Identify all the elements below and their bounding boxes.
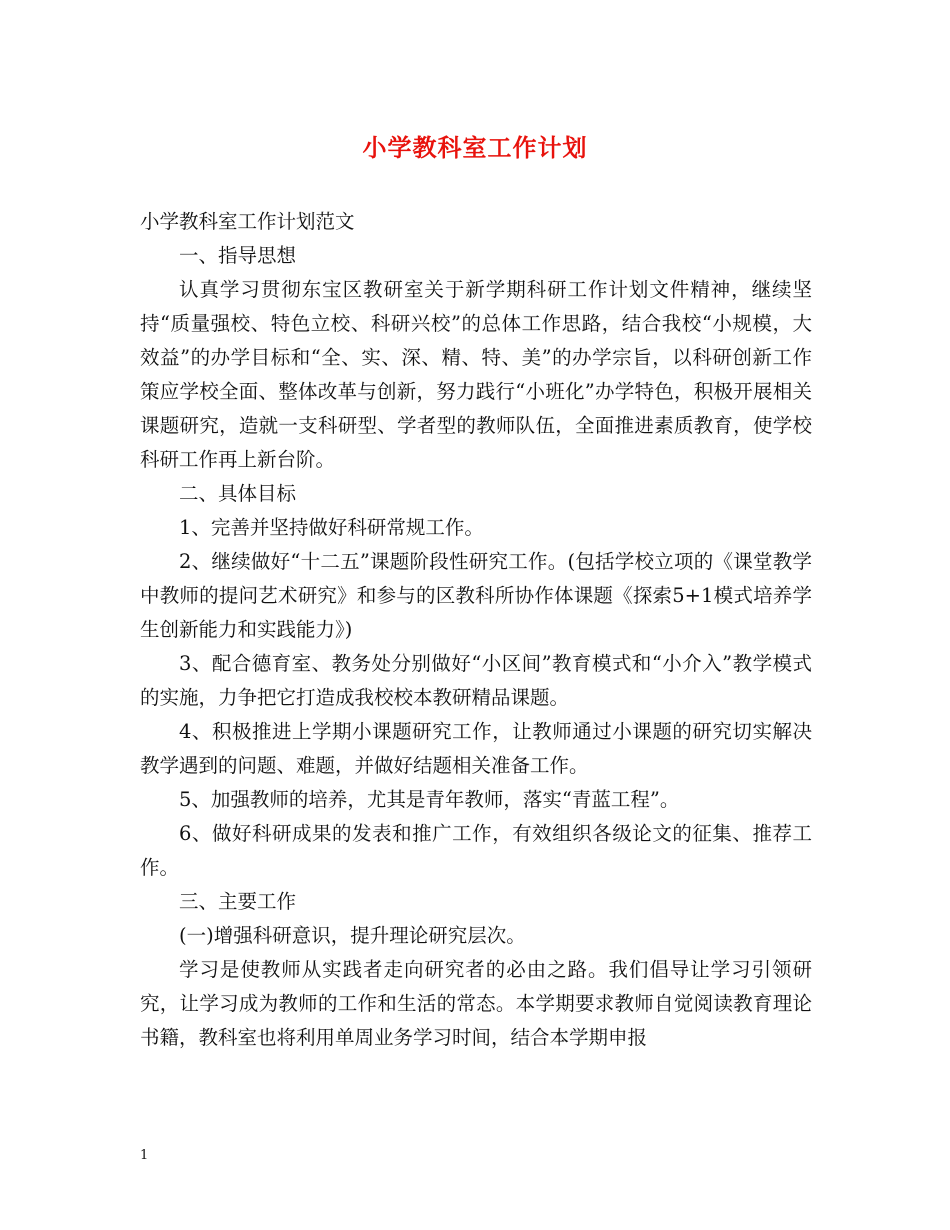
- body-paragraph: 认真学习贯彻东宝区教研室关于新学期科研工作计划文件精神，继续坚持“质量强校、特色立校、科研兴校”的总体工作思路，结合我校“小规模，大效益”的办学目标和“全、实、深、精、特、美”的办学宗旨，以科研创新工作策应学校全面、整体改革与创新，努力践行“小班化”办学特色，积极开展相关课题研究，造就一支科研型、学者型的教师队伍，全面推进素质教育，使学校科研工作再上新台阶。: [140, 278, 812, 471]
- goal-item-4: 4、积极推进上学期小课题研究工作，让教师通过小课题的研究切实解决教学遇到的问题、难题，并做好结题相关准备工作。: [140, 720, 812, 777]
- goal-item-2: 2、继续做好“十二五”课题阶段性研究工作。(包括学校立项的《课堂教学中教师的提问艺术研究》和参与的区教科所协作体课题《探索5+1模式培养学生创新能力和实践能力》): [140, 550, 812, 641]
- goal-item-3: 3、配合德育室、教务处分别做好“小区间”教育模式和“小介入”教学模式的实施，力争把它打造成我校校本教研精品课题。: [140, 652, 812, 709]
- section-heading-main-work: 三、主要工作: [179, 890, 297, 913]
- document-body: [140, 205, 812, 1055]
- section-heading-specific-goals: 二、具体目标: [179, 482, 297, 505]
- section-heading-guiding-thought: 一、指导思想: [179, 244, 297, 267]
- page-number: 1: [140, 1148, 149, 1163]
- subtitle-paragraph: 小学教科室工作计划范文: [140, 210, 355, 233]
- document-title: 小学教科室工作计划: [362, 133, 588, 162]
- goal-item-5: 5、加强教师的培养，尤其是青年教师，落实“青蓝工程”。: [179, 788, 680, 811]
- goal-item-1: 1、完善并坚持做好科研常规工作。: [179, 516, 484, 539]
- subsection-heading-1: (一)增强科研意识，提升理论研究层次。: [179, 924, 526, 947]
- goal-item-6: 6、做好科研成果的发表和推广工作，有效组织各级论文的征集、推荐工作。: [140, 822, 812, 879]
- body-paragraph: 学习是使教师从实践者走向研究者的必由之路。我们倡导让学习引领研究，让学习成为教师的工作和生活的常态。本学期要求教师自觉阅读教育理论书籍，教科室也将利用单周业务学习时间，结合本学期申报: [140, 958, 812, 1049]
